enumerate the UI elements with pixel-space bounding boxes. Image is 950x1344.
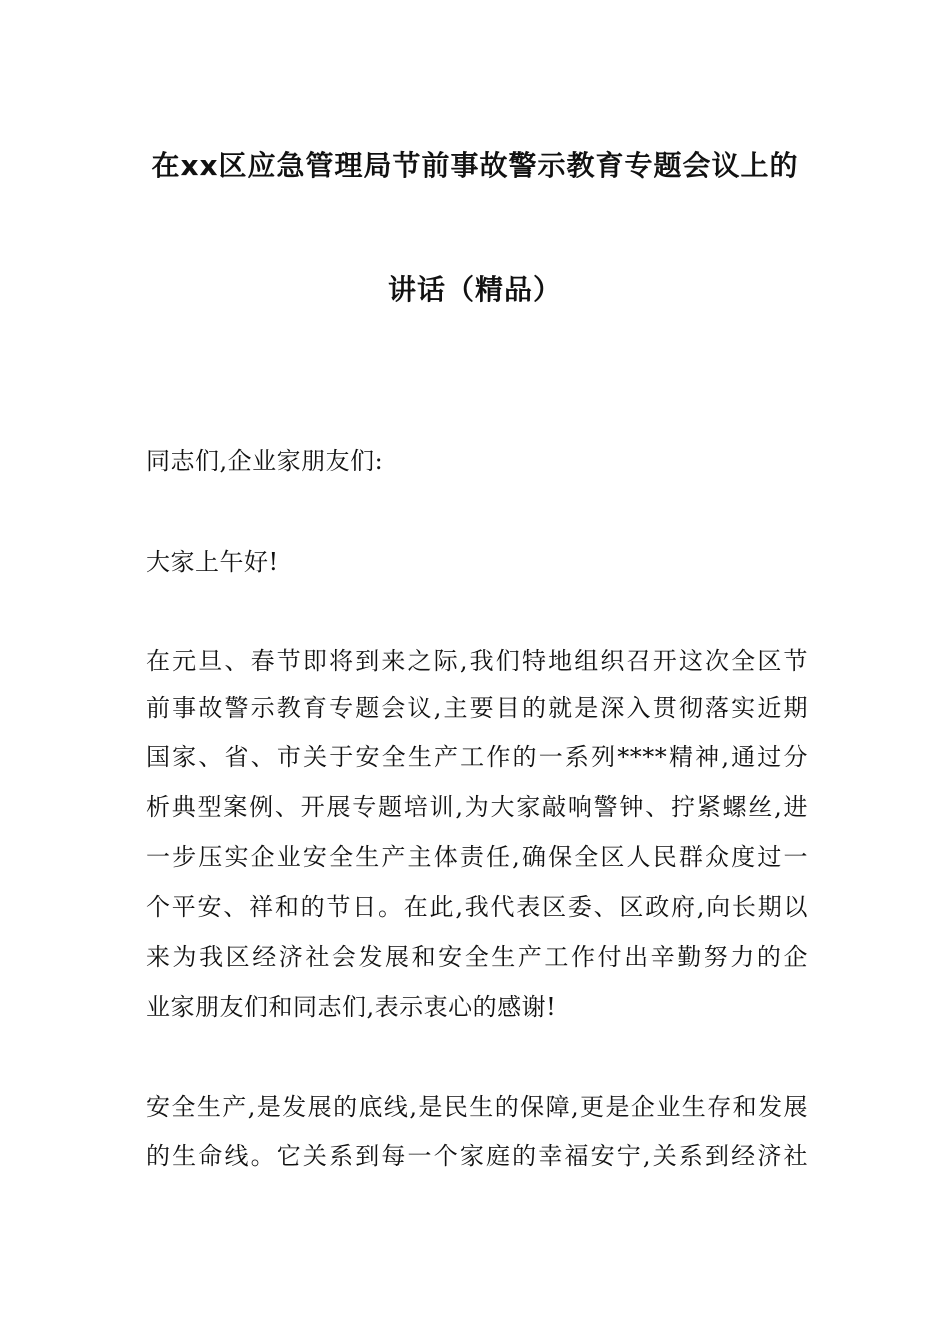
- paragraph-line: 的生命线。它关系到每一个家庭的幸福安宁,关系到经济社: [146, 1142, 808, 1170]
- paragraph-line: 个平安、祥和的节日。在此,我代表区委、区政府,向长期以: [146, 893, 808, 921]
- greeting: 大家上午好!: [146, 548, 279, 576]
- document-title-line-2: 讲话（精品）: [387, 273, 562, 306]
- paragraph-line: 一步压实企业安全生产主体责任,确保全区人民群众度过一: [146, 843, 808, 871]
- paragraph-line: 安全生产,是发展的底线,是民生的保障,更是企业生存和发展: [146, 1093, 808, 1121]
- document-title-line-1: 在xx区应急管理局节前事故警示教育专题会议上的: [151, 149, 799, 182]
- paragraph-line: 析典型案例、开展专题培训,为大家敲响警钟、拧紧螺丝,进: [146, 793, 808, 821]
- salutation: 同志们,企业家朋友们:: [146, 447, 384, 475]
- paragraph-line: 业家朋友们和同志们,表示衷心的感谢!: [146, 993, 557, 1021]
- paragraph-line: 国家、省、市关于安全生产工作的一系列****精神,通过分: [146, 743, 808, 771]
- paragraph-line: 前事故警示教育专题会议,主要目的就是深入贯彻落实近期: [146, 694, 808, 722]
- paragraph-line: 在元旦、春节即将到来之际,我们特地组织召开这次全区节: [146, 647, 808, 675]
- paragraph-line: 来为我区经济社会发展和安全生产工作付出辛勤努力的企: [146, 943, 808, 971]
